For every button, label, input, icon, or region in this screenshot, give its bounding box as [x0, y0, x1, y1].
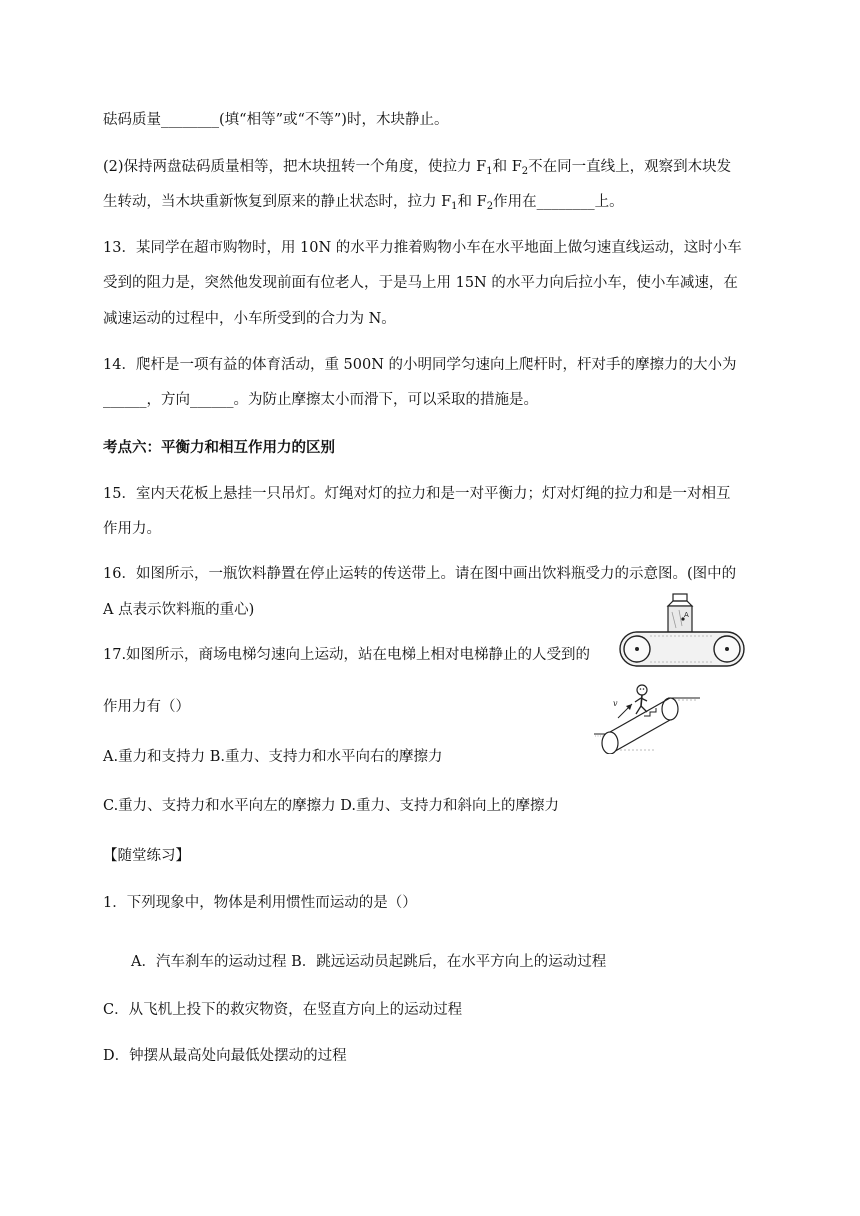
line-text: 13．某同学在超市购物时，用 10N 的水平力推着购物小车在水平地面上做匀速直线运动，这时小车: [103, 240, 742, 256]
text-line: [103, 697, 190, 717]
option-line: [103, 796, 559, 816]
bottle-shape: [668, 594, 692, 632]
line-text: 作用力。: [103, 521, 161, 537]
line-text: A．汽车刹车的运动过程 B．跳远运动员起跳后，在水平方向上的运动过程: [131, 954, 607, 970]
option-line: [103, 1000, 462, 1020]
option-line: [131, 952, 606, 972]
text-line: [103, 238, 742, 258]
line-text: 17.如图所示，商场电梯匀速向上运动，站在电梯上相对电梯静止的人受到的: [103, 647, 591, 663]
person-shape: [635, 685, 647, 714]
line-text: A 点表示饮料瓶的重心): [103, 602, 255, 618]
text-line: [103, 893, 417, 913]
line-text: 作用在________上。: [493, 194, 624, 210]
line-text: 【随堂练习】: [103, 848, 190, 864]
velocity-arrow: [613, 699, 632, 718]
line-text: C．从飞机上投下的救灾物资，在竖直方向上的运动过程: [103, 1002, 463, 1018]
option-line: [103, 747, 442, 767]
point-a-label: A: [684, 611, 689, 619]
line-text: 15．室内天花板上悬挂一只吊灯。灯绳对灯的拉力和是一对平衡力；灯对灯绳的拉力和是一对相互: [103, 486, 731, 502]
line-text: 16．如图所示，一瓶饮料静置在停止运转的传送带上。请在图中画出饮料瓶受力的示意图。(图中的: [103, 566, 737, 582]
line-text: (2)保持两盘砝码质量相等，把木块扭转一个角度，使拉力 F: [103, 159, 487, 175]
line-text: 14．爬杆是一项有益的体育活动，重 500N 的小明同学匀速向上爬杆时，杆对手的摩擦力的大小为: [103, 357, 737, 373]
section-heading: [103, 438, 335, 458]
escalator-shape: [594, 698, 700, 754]
line-text: 和 F: [492, 159, 522, 175]
text-line: [103, 564, 736, 584]
line-text: 受到的阻力是，突然他发现前面有位老人，于是马上用 15N 的水平力向后拉小车，使小车减速，在: [103, 275, 738, 291]
text-line: [103, 484, 730, 504]
line-text: A.重力和支持力 B.重力、支持力和水平向右的摩擦力: [103, 749, 443, 765]
conveyor-belt-figure: [616, 592, 748, 670]
line-text: 不在同一直线上，观察到木块发: [528, 159, 732, 175]
text-line: [103, 110, 448, 130]
line-text: D．钟摆从最高处向最低处摆动的过程: [103, 1048, 347, 1064]
escalator-figure: [592, 676, 704, 754]
line-text: 减速运动的过程中，小车所受到的合力为 N。: [103, 311, 396, 327]
text-line: [103, 390, 538, 410]
text-line: [103, 157, 731, 182]
text-line: [103, 519, 161, 539]
text-line: [103, 600, 254, 620]
line-text: 作用力有（）: [103, 699, 190, 715]
line-text: C.重力、支持力和水平向左的摩擦力 D.重力、支持力和斜向上的摩擦力: [103, 798, 560, 814]
text-line: [103, 846, 190, 866]
subscript: 2: [486, 201, 494, 212]
subscript: 2: [521, 166, 529, 177]
velocity-label: v: [613, 699, 618, 708]
option-line: [103, 1046, 347, 1066]
text-line: [103, 273, 738, 293]
text-line: [103, 355, 737, 375]
line-text: 1．下列现象中，物体是利用惯性而运动的是（）: [103, 895, 417, 911]
heading-text: 考点六：平衡力和相互作用力的区别: [103, 439, 335, 456]
text-line: [103, 192, 624, 217]
line-text: 生转动，当木块重新恢复到原来的静止状态时，拉力 F: [103, 194, 452, 210]
belt-shape: [620, 632, 744, 666]
line-text: ______，方向______。为防止摩擦太小而滑下，可以采取的措施是。: [103, 392, 538, 408]
text-line: [103, 645, 590, 665]
text-line: [103, 309, 396, 329]
subscript: 1: [486, 166, 493, 177]
line-text: 砝码质量________(填“相等”或“不等”)时，木块静止。: [103, 112, 449, 128]
line-text: 和 F: [457, 194, 487, 210]
subscript: 1: [451, 201, 458, 212]
